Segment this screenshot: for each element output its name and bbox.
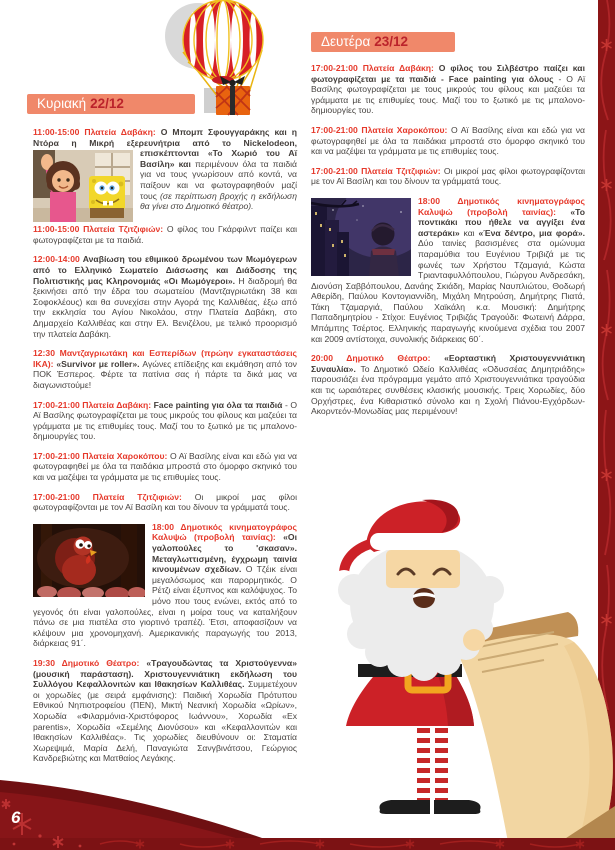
event-text: «Τραγουδώντας τα Χριστούγεννα» (μουσική παράσταση). Χριστουγεννιάτικη εκδήλωση του Συλλόγου Κεφαλλονιτών και Ιθακησίων Καλλιθέας. [33,657,297,690]
event-text: «Ένα δέντρο, μια φορά». [478,227,585,238]
event-text: Δύο ταινίες βασισμένες στα ομώνυμα παραμύθια του Ευγένιου Τριβιζά με τις φωνές των Χρήστου Τζαμαγιά, Κώστα Τριανταφυλλόπουλου, Γιώργου Ανδρεσάκη, Διονύση Σαββόπουλου, Δανάης Σκιάδη, Μαρίας Ναυπλιώτου, Θοδωρή Αθερίδη, Παύλου Κοντογιαννίδη, Μιχάλη Μητρούση, Δημήτρης Πιατά, Τάκη Τζαμαργιά, Παύλου Χαϊκάλη κ.α. Μουσική: Δημήτρης Παπαδημητρίου - Στίχοι: Ευγένιος Τριβιζάς Τραγούδι: Φωτεινή Δάρρα, Μπάμπης Τσέρτος. Ελληνικής παραγωγής κινούμενα σχέδια του 2007 και 2009 αντίστοιχα, συνολικής διάρκειας 60΄. [311,238,585,344]
event-text: «Εορταστική Χριστουγεννιάτικη Συναυλία». [311,353,585,374]
turkeys-film-still-art [33,524,145,597]
event-time-place: 17:00-21:00 Πλατεία Χαροκόπου: [311,124,451,135]
event-text: Ο Αϊ Βασίλης είναι και εδώ για να φωτογραφηθεί με όλα τα παιδάκια μπροστά στο όμορφο σκηνικό του και να μαζέψει τα γράμματα με τις επιθυμίες τους. [311,124,585,157]
event-text: Ο Τζέικ είναι μεγαλόσωμος και παρορμητικός. Ο Ρέτζι είναι έξυπνος και καλόψυχος. Το μόνο που τους ενώνει, εκτός από το γεγονός ότι είναι γαλοπούλες, είναι η μοίρα τους να καταλήξουν πάνω σε μια πιατέλα στο γιορτινό τραπέζι. Έτσι, αποφασίζουν να κλέψουν μια χρονομηχανή. Αμερικανικής παραγωγής του 2013, διάρκειας 91΄. [33,564,298,649]
event-entry [33,451,297,483]
event-entry [33,127,297,212]
event-entry [33,492,297,513]
event-text: Οι μικροί μας φίλοι φωτογραφίζονται με τον Αϊ Βασίλη και του δίνουν τα γράμματά τους. [33,491,297,513]
event-entry [311,196,585,344]
day-date: 22/12 [90,96,124,111]
event-time-place: 20:00 Δημοτικό Θέατρο: [311,353,445,364]
event-time-place: 17:00-21:00 Πλατεία Δαβάκη: [311,63,439,73]
event-text: Ο Μπομπ Σφουγγαράκης και η Ντόρα η Μικρή εξερευνήτρια από το Nickelodeon, επισκέπτονται [33,127,297,159]
event-text: «Survivor με roller». [56,358,143,369]
event-text: Το Δημοτικό Ωδείο Καλλιθέας «Οδυσσέας Δημητριάδης» παρουσιάζει ένα πρόγραμμα γεμάτο από Χριστουγεννιάτικα τραγούδια και τις ωραιότερες συνθέσεις κλασικής μουσικής. Τρεις Χορωδίες, δύο Ορχήστρες, ένα Κιθαριστικό σύνολο και η Σχολή Πιάνου-Εγχόρδων-Ακορντεόν-Μονωδίας μας περιμένουν! [311,363,585,417]
event-text: Οι μικροί μας φίλοι φωτογραφίζονται με τον Αϊ Βασίλη και του δίνουν τα γράμματά τους. [311,165,585,187]
event-time-place: 12:30 Μαντζαγριωτάκη και Εσπερίδων (πρώην εγκαταστάσεις ΙΚΑ): [33,348,297,369]
event-time-place: 19:30 Δημοτικό Θέατρο: [33,657,147,668]
event-time-place: 11:00-15:00 Πλατεία Τζιτζιφιών: [33,224,167,235]
event-entry [33,224,297,245]
event-time-place: 18:00 Δημοτικός κινηματογράφος Καλυψώ (προβολή ταινίας): [152,521,297,543]
event-time-place: 12:00-14:00 [33,254,83,265]
bottom-ornament-border [0,758,615,850]
event-text: «Το Χωριό του Αϊ Βασίλη» και [140,148,297,169]
event-text: Αγώνες επίδειξης και εκμάθηση από τον ΠΟΚ Έσπερος. Φέρτε τα πατίνια σας ή πάρτε τα δικά μας να διαγωνιστούμε! [33,358,297,390]
event-text: και [463,227,479,238]
event-entry [33,254,297,339]
event-time-place: 17:00-21:00 Πλατεία Τζιτζιφιών: [33,491,195,502]
day-label: Κυριακή [37,96,87,111]
event-text: περιμένουν όλα τα παιδιά για να τους γνωρίσουν από κοντά, να παίξουν και να φωτογραφηθούν μαζί τους [140,158,297,201]
mouse-film-still-art [311,198,411,276]
dora-and-spongebob-photo-art [33,150,133,222]
day-date: 23/12 [374,34,409,49]
event-time-place: 18:00 Δημοτικός κινηματογράφος Καλυψώ (προβολή ταινίας): [418,195,585,217]
event-text: «Οι γαλοπούλες το 'σκασαν». Μεταγλωττισμένη, έγχρωμη ταινία κινουμένων σχεδίων. [152,532,297,575]
event-entry [311,166,585,187]
event-time-place: 17:00-21:00 Πλατεία Δαβάκη: [33,399,154,410]
turkeys-film-still [33,524,145,597]
event-text: - Ο Αϊ Βασίλης φωτογραφίζεται με τους μικρούς του φίλους και μαζεύει τα γράμματα με τις επιθυμίες τους. Μαζί του το ξωτικό με τις μπαλονο-δημιουργίες του. [33,399,298,442]
event-text: Η διαδρομή θα ξεκινήσει από την έδρα του σωματείου (Μαντζαγριωτάκη 38 και Σοφοκλέους) και θα συνεχίσει στην Αγορά της Καλλιθέας, έξω από την εκκλησία του Αγίου Νικολάου, στην Πλατεία Δαβάκη, στο Δημαρχείο Καλλιθέας και στην Ελ. Βενιζέλου, με τελικό προορισμό την πλατεία Δαβάκη. [33,275,298,339]
event-text: (σε περίπτωση βροχής η εκδήλωση θα γίνει στο Δημοτικό θέατρο). [140,190,297,212]
column-sunday [33,94,297,773]
event-entry [33,400,297,442]
event-time-place: 11:00-15:00 Πλατεία Δαβάκη: [33,127,161,137]
events-list-sunday [33,127,297,764]
hot-air-balloon-illustration [160,0,300,125]
event-entry [311,125,585,157]
event-text: Αναβίωση του εθιμικού δρωμένου των Μωμόγερων από το Ελληνικό Σωματείο Διάσωσης και Διάδοσης της Πολιτιστικής μας Κληρονομιάς «Οι Μωμόγεροι». [33,254,298,286]
day-label: Δευτέρα [321,34,371,49]
event-text: Ο φίλος του Σιλβέστρο παίζει και φωτογραφίζεται με τα παιδιά - Face painting για όλους [311,63,585,84]
event-entry [33,348,297,390]
event-text: Ο φίλος του Γκάρφιλντ παίζει και φωτογραφίζεται με τα παιδιά. [33,224,297,245]
event-entry [33,522,297,649]
day-header-monday [311,32,455,52]
event-entry [33,658,297,764]
event-entry [311,63,585,116]
event-time-place: 17:00-21:00 Πλατεία Τζιτζιφιών: [311,165,444,176]
event-text: - Ο Αϊ Βασίλης φωτογραφίζεται με τους μικρούς του φίλους και μαζεύει τα γράμματα με τις επιθυμίες τους. Μαζί του το ξωτικό με τις μπαλονο-δημιουργίες του. [311,73,585,116]
event-time-place: 17:00-21:00 Πλατεία Χαροκόπου: [33,450,170,461]
column-monday [311,32,585,426]
event-text: «Το ποντικάκι που ήθελε να αγγίξει ένα αστεράκι» [418,206,585,238]
dora-and-spongebob-photo [33,150,133,222]
event-text: Συμμετέχουν οι χορωδίες (με σειρά εμφάνισης): Παιδική Χορωδία Πρότυπου Εθνικού Νηπιοτροφείου (ΠΕΝ), Μικτή Νεανική Χορωδία «Ωρίων», Χορωδία «Φιλαρμόνια-Χριστόφορος Ιωάννου», Χορωδία «Ex parentis», Χορωδία «Σεμέλης Διονύσου» και «Κεφαλλονιτών και Ιθακησίων Καλλιθέας». Τις χορωδίες διευθύνουν οι: Σταματία Χωρεψιμά, Μαρία Δελή, Παναγιώτα Σανγβινάτσου, Γεώργιος Κανδρεβιώτης και Ματθαίος Λεγάκης. [33,679,297,764]
event-text: Face painting για όλα τα παιδιά [153,399,285,410]
mouse-film-still [311,198,411,276]
event-text: Ο Αϊ Βασίλης είναι και εδώ για να φωτογραφηθεί με όλα τα παιδάκια μπροστά στο όμορφο σκηνικό του και να μαζέψει τα γράμματα με τις επιθυμίες τους. [33,450,297,483]
events-list-monday [311,63,585,417]
event-entry [311,353,585,417]
page-number: 6 [11,808,21,827]
